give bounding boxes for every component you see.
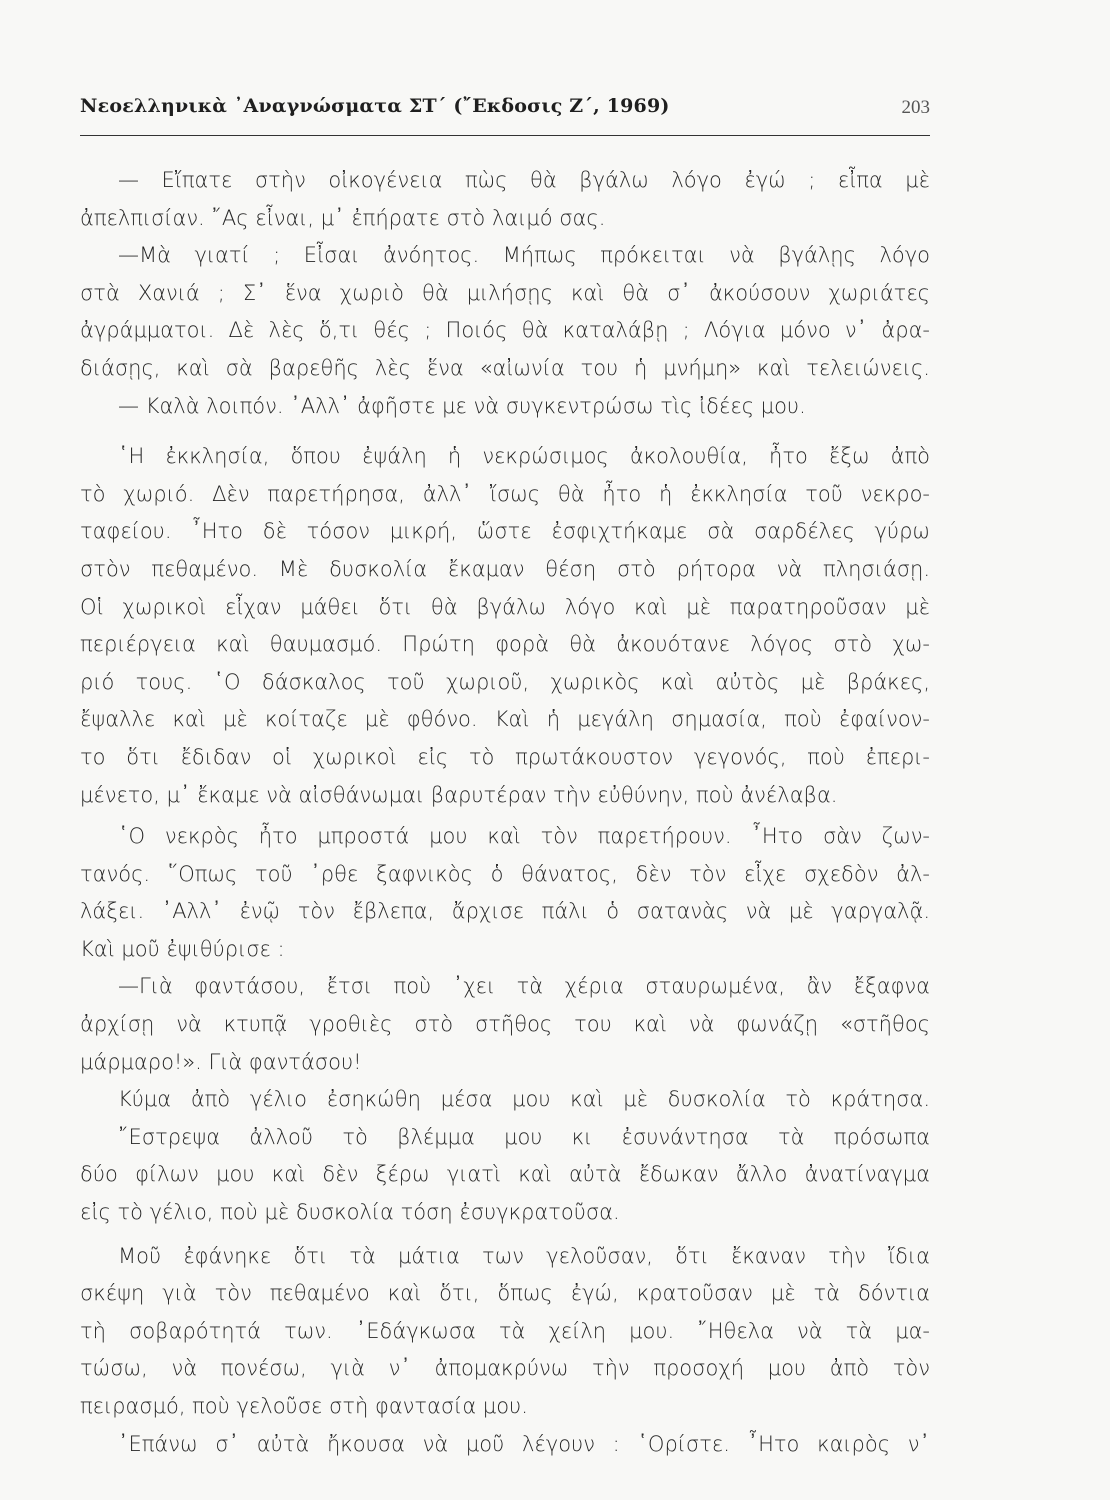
text-line: στὰ Χανιά ; Σ᾿ ἕνα χωριὸ θὰ μιλήσῃς καὶ θὰ σ᾿ ἀκούσουν χωριάτες [80,280,930,305]
text-line: ῎Εστρεψα ἀλλοῦ τὸ βλέμμα μου κι ἐσυνάντησα τὰ πρόσωπα [118,1124,930,1149]
text-line: — Εἴπατε στὴν οἰκογένεια πὼς θὰ βγάλω λόγο ἐγώ ; εἶπα μὲ [118,168,930,192]
text-line: πειρασμό, ποὺ γελοῦσε στὴ φαντασία μου. [80,1394,528,1418]
header-title: Νεοελληνικὰ ᾿Αναγνώσματα ΣΤ΄ (῎Εκδοσις Ζ΄, 1969) [80,95,670,117]
text-line: λάξει. ᾿Αλλ᾿ ἐνῷ τὸν ἔβλεπα, ἄρχισε πάλι ὁ σατανὰς νὰ μὲ γαργαλᾷ. [80,899,930,924]
page-number: 203 [901,97,930,118]
text-line: ἀρχίσῃ νὰ κτυπᾷ γροθιὲς στὸ στῆθος του καὶ νὰ φωνάζῃ «στῆθος [80,1012,930,1037]
text-line: διάσῃς, καὶ σὰ βαρεθῆς λὲς ἕνα «αἰωνία του ἡ μνήμη» καὶ τελειώνεις. [80,355,930,380]
running-header [80,95,930,135]
text-line: τὸ χωριό. Δὲν παρετήρησα, ἀλλ᾿ ἴσως θὰ ἦτο ἡ ἐκκλησία τοῦ νεκρο- [80,481,930,506]
text-line: μάρμαρο!». Γιὰ φαντάσου! [80,1049,362,1074]
text-line: —Γιὰ φαντάσου, ἔτσι ποὺ ᾿χει τὰ χέρια σταυρωμένα, ἂν ἔξαφνα [118,974,930,999]
text-line: τανός. ῞Οπως τοῦ ᾿ρθε ξαφνικὸς ὁ θάνατος, δὲν τὸν εἶχε σχεδὸν ἀλ- [80,861,930,886]
text-line: Καὶ μοῦ ἐψιθύρισε : [80,936,285,961]
text-line: ἀπελπισίαν. ῎Ας εἶναι, μ᾿ ἐπήρατε στὸ λαιμό σας. [80,205,606,230]
text-line: ταφείου. ῏Ητο δὲ τόσον μικρή, ὥστε ἐσφιχτήκαμε σὰ σαρδέλες γύρω [80,519,930,544]
text-line: ῾Ο νεκρὸς ἦτο μπροστά μου καὶ τὸν παρετήρουν. ῏Ητο σὰν ζων- [118,824,930,849]
paragraph [80,1238,930,1464]
text-line: ᾿Επάνω σ᾿ αὐτὰ ἤκουσα νὰ μοῦ λέγουν : ῾Ορίστε. ῏Ητο καιρὸς ν᾿ [118,1431,930,1456]
text-line: τώσω, νὰ πονέσω, γιὰ ν᾿ ἀπομακρύνω τὴν προσοχή μου ἀπὸ τὸν [80,1356,930,1381]
text-line: ἀγράμματοι. Δὲ λὲς ὅ,τι θές ; Ποιός θὰ καταλάβῃ ; Λόγια μόνο ν᾿ ἀρα- [80,318,930,343]
text-line: Κύμα ἀπὸ γέλιο ἐσηκώθη μέσα μου καὶ μὲ δυσκολία τὸ κράτησα. [118,1087,930,1112]
dialogue-block [80,162,930,425]
text-line: περιέργεια καὶ θαυμασμό. Πρώτη φορὰ θὰ ἀκουότανε λόγος στὸ χω- [80,632,930,657]
paragraph [80,438,930,814]
text-line: — Καλὰ λοιπόν. ᾿Αλλ᾿ ἀφῆστε με νὰ συγκεντρώσω τὶς ἰδέες μου. [118,393,806,418]
text-line: μένετο, μ᾿ ἔκαμε νὰ αἰσθάνωμαι βαρυτέραν τὴν εὐθύνην, ποὺ ἀνέλαβα. [80,782,838,807]
text-line: σκέψη γιὰ τὸν πεθαμένο καὶ ὅτι, ὅπως ἐγώ, κρατοῦσαν μὲ τὰ δόντια [80,1281,930,1306]
text-line: Μοῦ ἐφάνηκε ὅτι τὰ μάτια των γελοῦσαν, ὅτι ἔκαναν τὴν ἴδια [118,1243,930,1268]
text-line: δύο φίλων μου καὶ δὲν ξέρω γιατὶ καὶ αὐτὰ ἔδωκαν ἄλλο ἀνατίναγμα [80,1162,930,1187]
page-body [80,162,930,1463]
text-line: στὸν πεθαμένο. Μὲ δυσκολία ἔκαμαν θέση στὸ ρήτορα νὰ πλησιάσῃ. [80,556,930,581]
paragraph [80,818,930,1232]
text-line: εἰς τὸ γέλιο, ποὺ μὲ δυσκολία τόση ἐσυγκρατοῦσα. [80,1200,620,1225]
text-line: το ὅτι ἔδιδαν οἱ χωρικοὶ εἰς τὸ πρωτάκουστον γεγονός, ποὺ ἐπερι- [80,744,930,769]
text-line: Οἱ χωρικοὶ εἶχαν μάθει ὅτι θὰ βγάλω λόγο καὶ μὲ παρατηροῦσαν μὲ [80,594,930,619]
text-line: ἔψαλλε καὶ μὲ κοίταζε μὲ φθόνο. Καὶ ἡ μεγάλη σημασία, ποὺ ἐφαίνον- [80,707,930,732]
text-line: —Μὰ γιατί ; Εἶσαι ἀνόητος. Μήπως πρόκειται νὰ βγάλῃς λόγο [118,243,930,268]
text-line: τὴ σοβαρότητά των. ᾿Εδάγκωσα τὰ χείλη μου. ῎Ηθελα νὰ τὰ μα- [80,1318,930,1343]
header-rule [80,135,930,136]
text-line: ῾Η ἐκκλησία, ὅπου ἐψάλη ἡ νεκρώσιμος ἀκολουθία, ἦτο ἔξω ἀπὸ [118,444,930,469]
text-line: ριό τους. ῾Ο δάσκαλος τοῦ χωριοῦ, χωρικὸς καὶ αὐτὸς μὲ βράκες, [80,669,930,694]
